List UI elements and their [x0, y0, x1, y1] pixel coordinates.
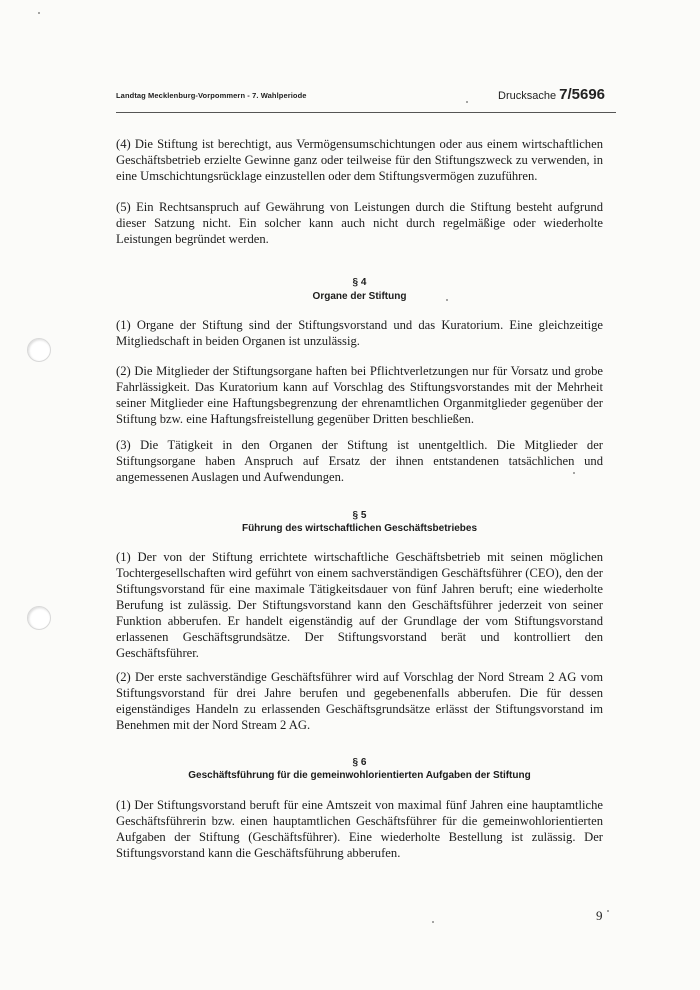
section-4-number: § 4 [352, 277, 367, 288]
paragraph-6-1: (1) Der Stiftungsvorstand beruft für eine Amtszeit von maximal fünf Jahren eine hauptamtliche Geschäftsführerin bzw. einen hauptamtlichen Geschäftsführer für die gemeinwohlorientierten Aufgaben der Stiftung (Geschäftsführer). Eine wiederholte Bestellung ist zulässig. Der Stiftungsvorstand kann die Geschäftsführung abberufen. [116, 798, 603, 860]
paragraph-3-5: (5) Ein Rechtsanspruch auf Gewährung von Leistungen durch die Stiftung besteht aufgrund dieser Satzung nicht. Ein solcher kann auch nicht durch regelmäßige oder wiederholte Leistungen begründet werden. [116, 200, 603, 246]
header-document-id [498, 86, 605, 103]
paragraph-5-1: (1) Der von der Stiftung errichtete wirtschaftliche Geschäftsbetrieb mit seinen möglichen Tochtergesellschaften wird geführt von einem sachverständigen Geschäftsführer (CEO), den der Stiftungsvorstand für eine maximale Tätigkeitsdauer von fünf Jahren beruft; eine wiederholte Berufung ist zulässig. Der Stiftungsvorstand kann den Geschäftsführer jederzeit von seiner Funktion abberufen. Er handelt eigenständig auf der Grundlage der vom Stiftungsvorstand erlassenen Geschäftsgrundsätze. Der Stiftungsvorstand berät und kontrolliert den Geschäftsführer. [116, 550, 603, 660]
header-parliament: Landtag Mecklenburg-Vorpommern - 7. Wahlperiode [116, 91, 307, 100]
section-6-title: Geschäftsführung für die gemeinwohlorientierten Aufgaben der Stiftung [188, 770, 531, 781]
scan-speck [607, 910, 609, 912]
punch-hole-top [27, 338, 51, 362]
paragraph-4-2: (2) Die Mitglieder der Stiftungsorgane haften bei Pflichtverletzungen nur für Vorsatz und grobe Fahrlässigkeit. Das Kuratorium kann auf Vorschlag des Stiftungsvorstandes mit der Mehrheit seiner Mitglieder eine Haftungsbegrenzung der ehrenamtlichen Organmitglieder gegenüber der Stiftung bzw. eine Haftungsfreistellung gegenüber Dritten beschließen. [116, 364, 603, 426]
scan-speck [466, 101, 468, 103]
paragraph-4-1: (1) Organe der Stiftung sind der Stiftungsvorstand und das Kuratorium. Eine gleichzeitige Mitgliedschaft in beiden Organen ist unzulässig. [116, 318, 603, 348]
section-6-number: § 6 [352, 757, 367, 768]
paragraph-3-4: (4) Die Stiftung ist berechtigt, aus Vermögensumschichtungen oder aus einem wirtschaftlichen Geschäftsbetrieb erzielte Gewinne ganz oder teilweise für den Stiftungszweck zu verwenden, in eine Umschichtungsrücklage einzustellen oder dem Stiftungsvermögen zuzuführen. [116, 137, 603, 183]
header-document-label: Drucksache [498, 90, 560, 102]
paragraph-5-2: (2) Der erste sachverständige Geschäftsführer wird auf Vorschlag der Nord Stream 2 AG vom Stiftungsvorstand für drei Jahre berufen und gegebenenfalls abberufen. Die für dessen eigenständiges Handeln zu erlassenden Geschäftsgrundsätze erlässt der Stiftungsvorstand im Benehmen mit der Nord Stream 2 AG. [116, 670, 603, 732]
scan-speck [432, 921, 434, 923]
page-number: 9 [596, 908, 603, 923]
punch-hole-bottom [27, 606, 51, 630]
section-5-number: § 5 [352, 510, 367, 521]
section-4-title: Organe der Stiftung [312, 291, 407, 302]
section-5-title: Führung des wirtschaftlichen Geschäftsbetriebes [241, 523, 478, 534]
header-rule [116, 112, 616, 113]
paragraph-4-3: (3) Die Tätigkeit in den Organen der Stiftung ist unentgeltlich. Die Mitglieder der Stiftungsorgane haben Anspruch auf Ersatz der ihnen entstandenen tatsächlichen und angemessenen Auslagen und Aufwendungen. [116, 438, 603, 484]
scan-speck [38, 12, 40, 14]
header-document-number: 7/5696 [559, 86, 606, 103]
